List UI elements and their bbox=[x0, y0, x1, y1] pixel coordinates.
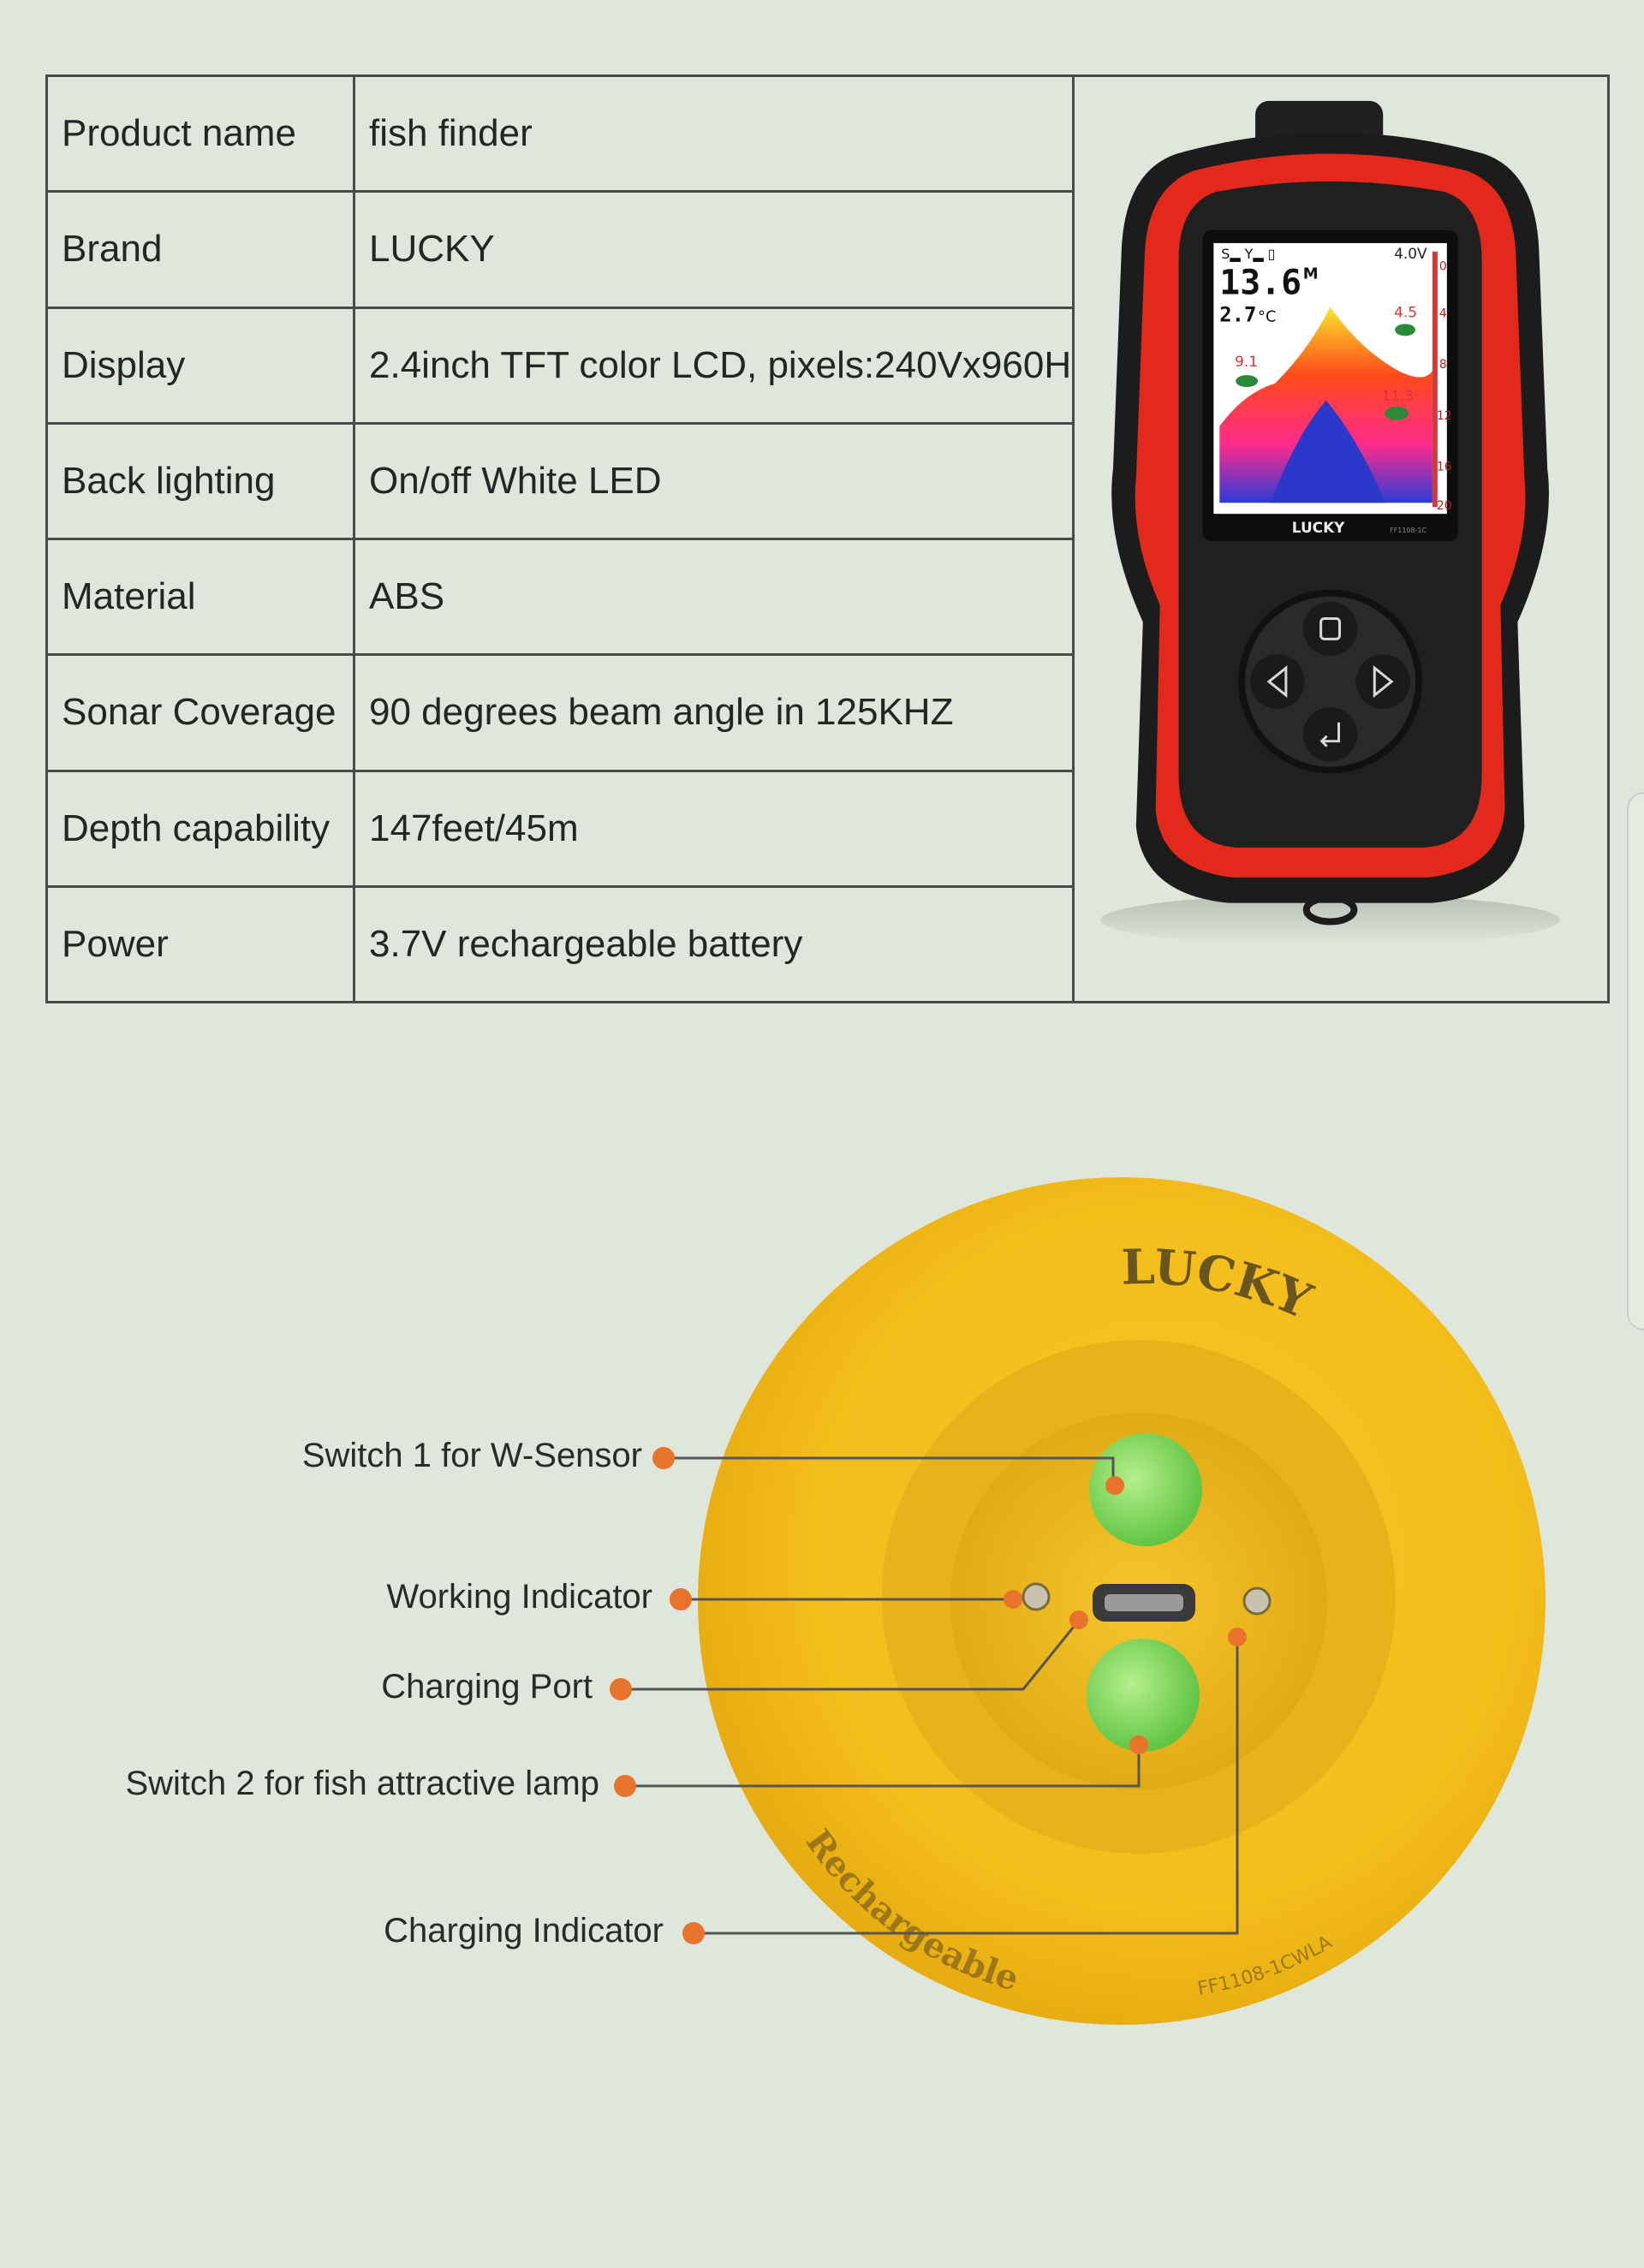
spec-value: ABS bbox=[354, 539, 1074, 655]
left-button[interactable] bbox=[1250, 654, 1305, 709]
svg-text:°C: °C bbox=[1258, 307, 1277, 326]
svg-text:16: 16 bbox=[1436, 460, 1452, 474]
fish-finder-illustration bbox=[1075, 77, 1607, 1001]
svg-text:0: 0 bbox=[1438, 259, 1447, 274]
spec-value: fish finder bbox=[354, 76, 1074, 192]
sensor-brand-text: LUCKY bbox=[1120, 1238, 1320, 1330]
fish-finder-image bbox=[1074, 76, 1609, 1003]
spec-value: 3.7V rechargeable battery bbox=[354, 886, 1074, 1002]
voltage-readout: 4.0V bbox=[1394, 244, 1427, 262]
spec-label: Product name bbox=[47, 76, 354, 192]
charging-led bbox=[1244, 1588, 1270, 1614]
spec-label: Display bbox=[47, 307, 354, 423]
svg-text:9.1: 9.1 bbox=[1235, 353, 1259, 371]
callout-switch-1: Switch 1 for W-Sensor bbox=[301, 1437, 642, 1474]
spec-label: Material bbox=[47, 539, 354, 655]
sonar-sensor-illustration bbox=[0, 1096, 1644, 2080]
svg-text:12: 12 bbox=[1436, 408, 1452, 423]
svg-text:8: 8 bbox=[1438, 358, 1447, 372]
temperature-readout: 2.7 bbox=[1219, 302, 1257, 327]
sensor-model-text: FF1108-1CWLA bbox=[1195, 1932, 1337, 2000]
right-button[interactable] bbox=[1355, 654, 1410, 709]
spec-label: Back lighting bbox=[47, 423, 354, 539]
enter-button[interactable] bbox=[1303, 707, 1358, 762]
brand-logo: LUCKY bbox=[1291, 519, 1345, 537]
svg-text:4: 4 bbox=[1438, 307, 1447, 321]
fish-icon bbox=[1395, 324, 1415, 336]
spec-value: 2.4inch TFT color LCD, pixels:240Vx960H bbox=[354, 307, 1074, 423]
callout-charging-indicator: Charging Indicator bbox=[384, 1912, 664, 1950]
depth-readout: 13.6 bbox=[1219, 263, 1302, 303]
spec-value: 147feet/45m bbox=[354, 771, 1074, 886]
callout-working-indicator: Working Indicator bbox=[386, 1578, 652, 1616]
svg-text:11.3: 11.3 bbox=[1381, 386, 1414, 404]
spec-label: Power bbox=[47, 886, 354, 1002]
switch-2[interactable] bbox=[1087, 1639, 1200, 1752]
callout-switch-2: Switch 2 for fish attractive lamp bbox=[125, 1765, 599, 1802]
spec-value: On/off White LED bbox=[354, 423, 1074, 539]
spec-value: LUCKY bbox=[354, 192, 1074, 307]
spec-value: 90 degrees beam angle in 125KHZ bbox=[354, 655, 1074, 771]
sensor-section bbox=[0, 1096, 1644, 2080]
spec-label: Brand bbox=[47, 192, 354, 307]
svg-text:4.5: 4.5 bbox=[1394, 303, 1418, 321]
callout-charging-port: Charging Port bbox=[381, 1668, 593, 1705]
menu-button[interactable] bbox=[1303, 602, 1358, 657]
sensor-rechargeable-text: Rechargeable bbox=[797, 1822, 1024, 1999]
fish-icon bbox=[1236, 375, 1258, 387]
spec-label: Sonar Coverage bbox=[47, 655, 354, 771]
svg-text:20: 20 bbox=[1436, 499, 1452, 514]
spec-table bbox=[45, 74, 1610, 1003]
switch-1[interactable] bbox=[1089, 1433, 1202, 1546]
svg-text:M: M bbox=[1302, 265, 1319, 283]
fish-icon bbox=[1385, 407, 1409, 420]
spec-row bbox=[47, 76, 1609, 192]
working-led bbox=[1023, 1584, 1049, 1610]
spec-label: Depth capability bbox=[47, 771, 354, 886]
svg-text:FF1108-1C: FF1108-1C bbox=[1390, 527, 1427, 535]
svg-text:S▂ Y▂ ▯: S▂ Y▂ ▯ bbox=[1221, 245, 1276, 262]
